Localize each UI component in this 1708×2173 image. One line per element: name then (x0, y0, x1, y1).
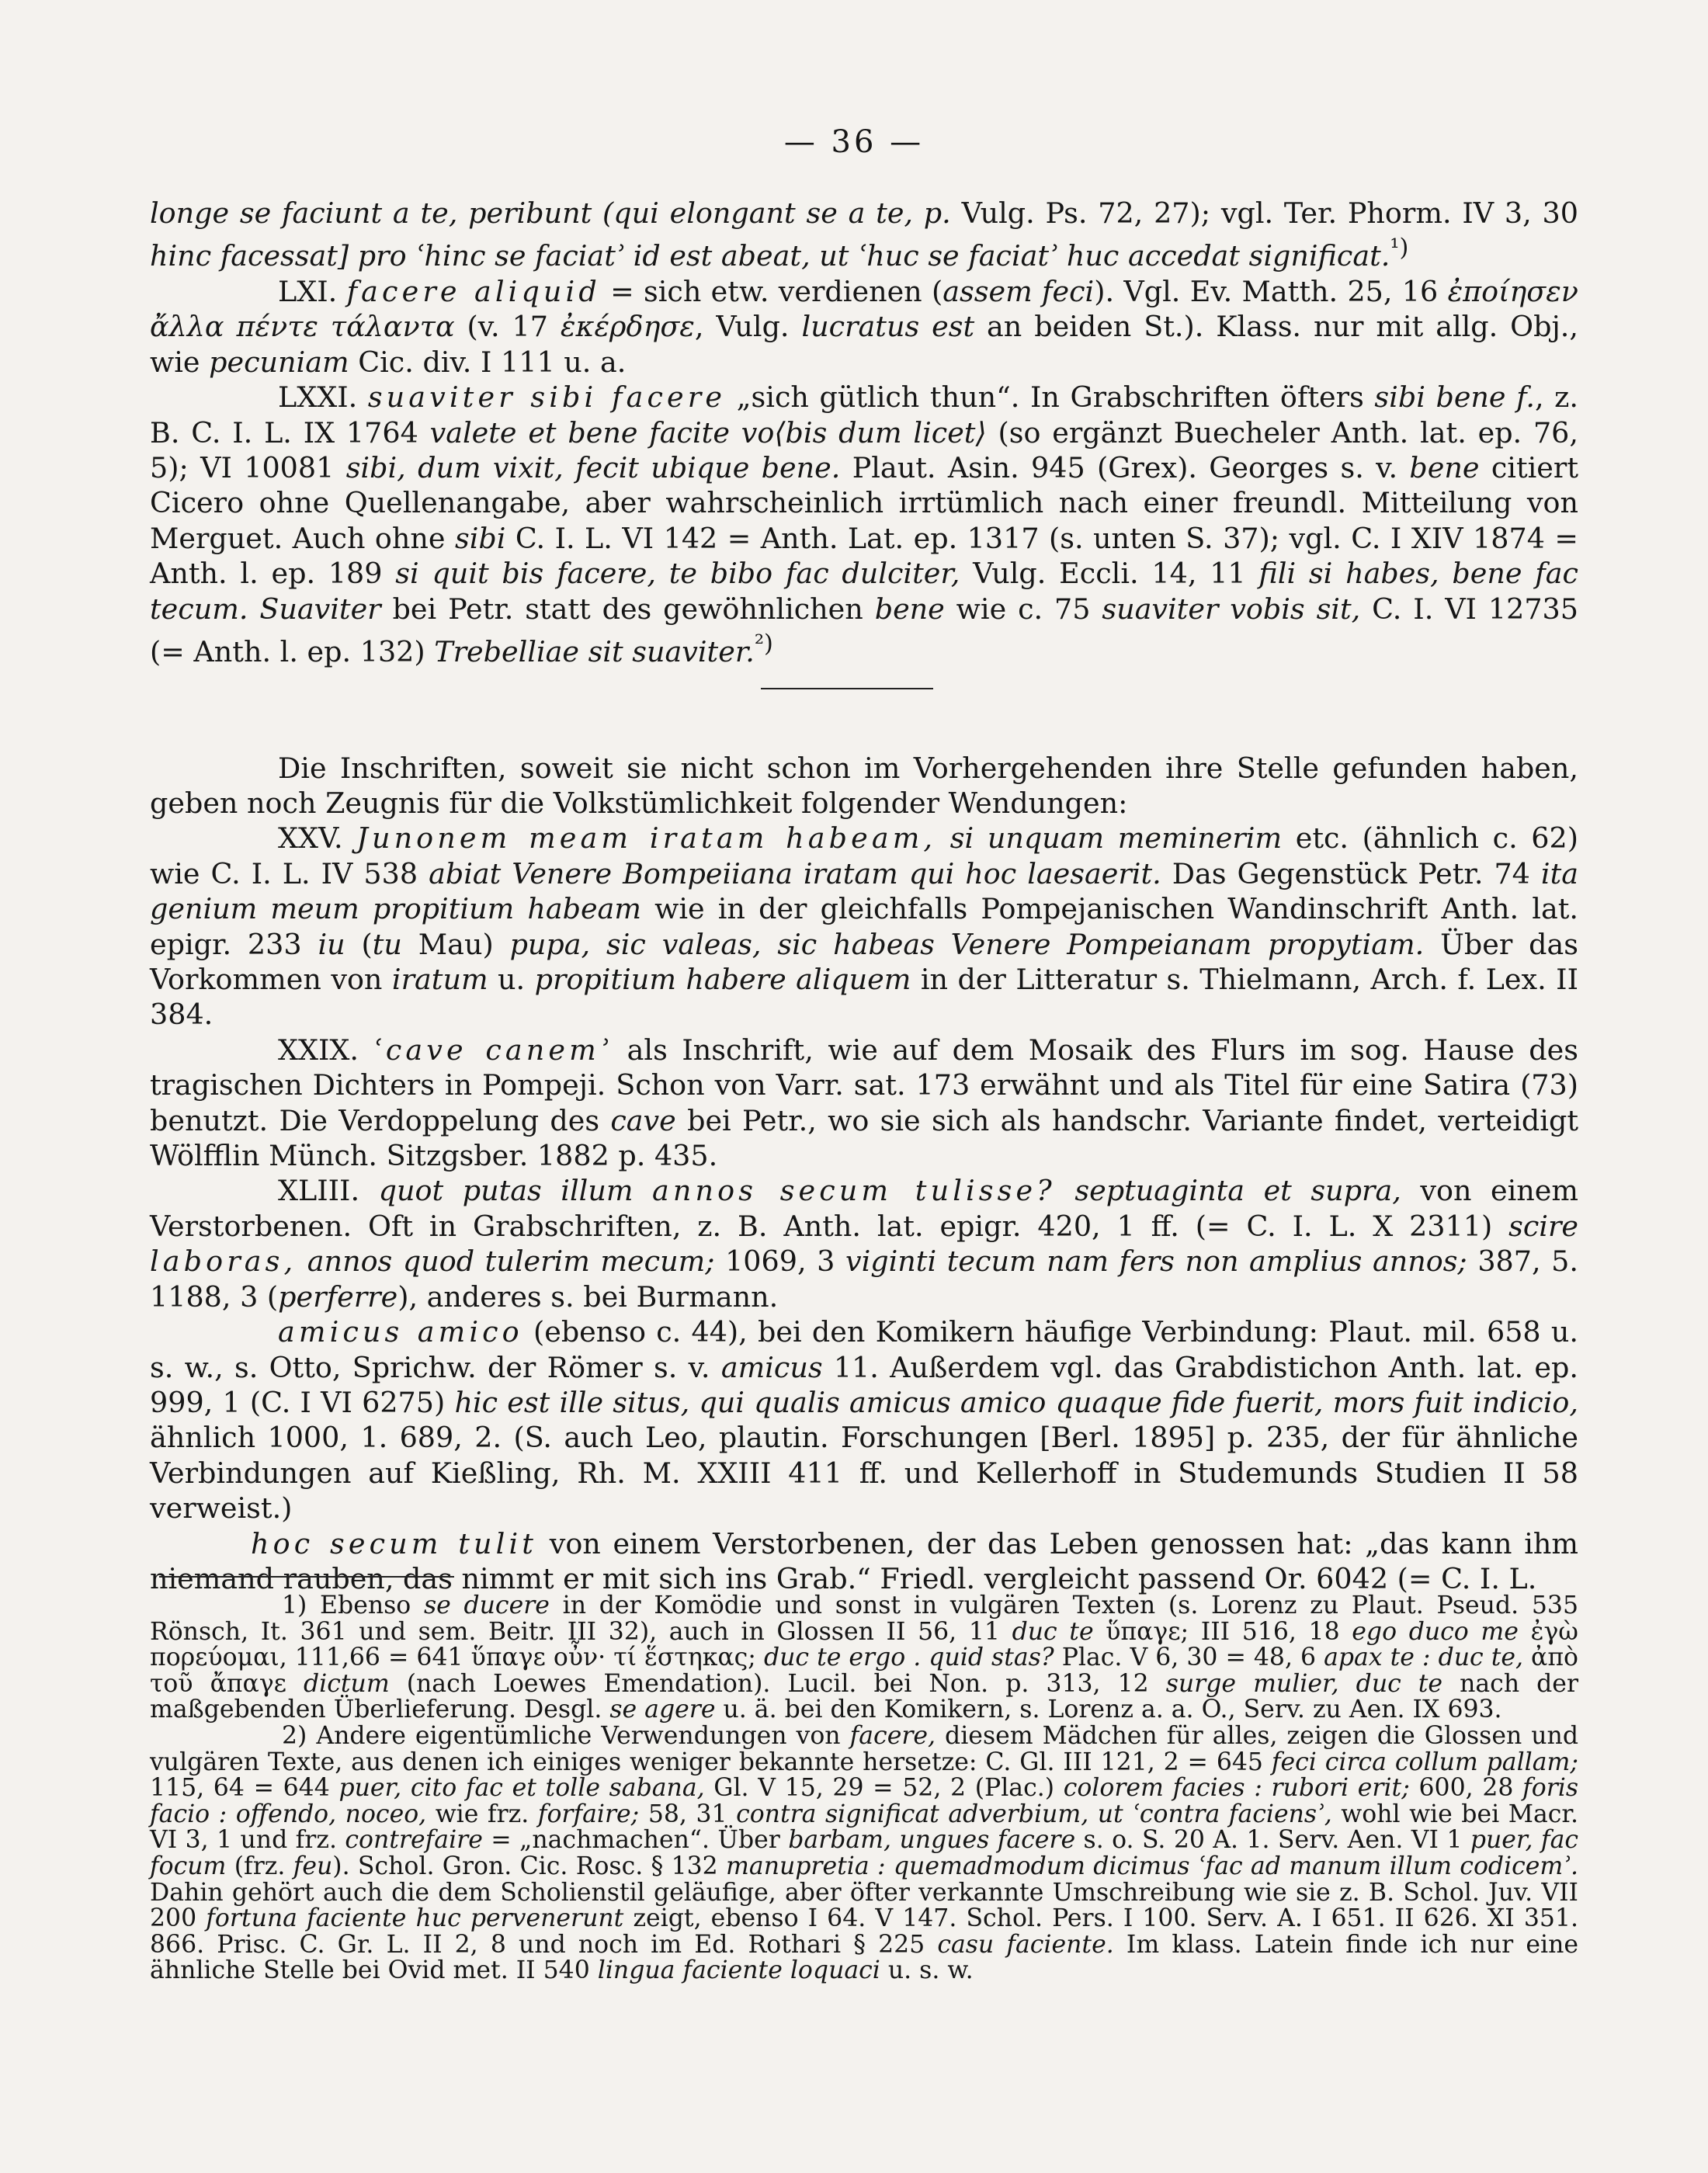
text-span: surge mulier, duc te (1165, 1669, 1443, 1698)
text-span: u. (488, 963, 535, 997)
text-span: ὕπαγε; III 516, 18 (1093, 1617, 1352, 1646)
text-span: , Vulg. (694, 310, 802, 344)
text-span: si unquam meminerim (949, 821, 1283, 856)
text-span: C. I. L. VI 142 = Anth. Lat. ep. 1317 (s. unten S. 37); vgl. C. I XIV 1874 = Anth. l. ep. 189 (150, 521, 1578, 591)
text-span: lucratus est (801, 310, 975, 344)
text-span: (ebenso c. 44), bei den Komikern häufige Verbindung: Plaut. mil. 658 u. s. w., s. Otto, Sprichw. der Römer s. v. (150, 1315, 1578, 1384)
text-span: Das Gegenstück Petr. 74 (1161, 856, 1541, 890)
entry-phrase: suaviter sibi facere (367, 380, 727, 415)
footnote-2 (150, 1723, 1578, 1984)
text-span: Über das Vorkommen von (150, 927, 1578, 997)
text-span: in der Komödie und sonst in vulgären Texten (s. Lorenz zu Plaut. Pseud. 535 Rönsch, It. 361 und sem. Beitr. III 32), auch in Glossen II 56, 11 (150, 1592, 1578, 1646)
text-span: wie c. 75 (944, 592, 1102, 626)
text-span: ( (345, 927, 373, 961)
text-span: Plaut. Asin. 945 (Grex). Georges s. v. (840, 451, 1410, 484)
text-span: scire (1508, 1209, 1578, 1243)
page-number: — 36 — (783, 124, 925, 160)
text-span: lingua faciente loquaci (597, 1956, 880, 1985)
text-span: etc. (ähnlich c. 62) wie C. I. L. IV 538 (150, 821, 1578, 890)
text-span: se ducere (423, 1592, 550, 1619)
text-span (297, 1244, 307, 1278)
text-span: 1) Ebenso (282, 1592, 424, 1619)
text-span: abiat Venere Bompeiiana iratam qui hoc laesaerit. (429, 856, 1161, 890)
text-span: wie frz. (426, 1800, 538, 1828)
text-span: 2) Andere eigentümliche Verwendungen von (282, 1721, 850, 1750)
entry-phrase: hoc secum tulit (251, 1526, 538, 1560)
text-span: wohl wie bei Macr. VI 3, 1 und frz. (150, 1800, 1578, 1855)
text-span: Cic. div. I 111 u. a. (349, 345, 627, 379)
text-span: ). Schol. Gron. Cic. Rosc. § 132 (332, 1852, 727, 1880)
text-span: barbam, ungues facere (788, 1826, 1076, 1855)
text-span: diesem Mädchen für alles, zeigen die Glossen und vulgären Texte, aus denen ich einiges weniger bekannte hersetze: C. Gl. III 121, 2 = 645 (150, 1721, 1578, 1776)
text-span: iu (318, 927, 345, 961)
text-span: suaviter vobis sit, (1102, 592, 1361, 626)
text-span: 11. Außerdem vgl. das Grabdistichon Anth. lat. ep. 999, 1 (C. I VI 6275) (150, 1350, 1578, 1419)
text-span: als Inschrift, wie auf dem Mosaik des Flurs im sog. Hause des tragischen Dichters in Pompeji. Schon von Varr. sat. 173 erwähnt und als Titel für eine Satira (73) benutzt. Die Verdoppelung des (150, 1033, 1578, 1137)
entry-number: XXIX. (278, 1033, 373, 1067)
main-text (150, 196, 1578, 1596)
text-span: ähnlich 1000, 1. 689, 2. (S. auch Leo, plautin. Forschungen [Berl. 1895] p. 235, der für ähnliche Verbindungen auf Kießling, Rh. M. XXIII 411 ff. und Kellerhoff in Studemunds Studien II 58 verweist.) (150, 1421, 1578, 1526)
text-span: feci circa collum pallam; (1271, 1748, 1578, 1776)
text-span: 1069, 3 (714, 1244, 845, 1279)
greek-text: ἐκέρδησε (560, 310, 695, 344)
text-span: viginti tecum nam fers non amplius annos; (845, 1244, 1467, 1279)
text-span: Trebelliae sit suaviter. (434, 635, 755, 669)
entry-xxv (150, 821, 1578, 1032)
entry-phrase: amicus amico (278, 1315, 523, 1349)
entry-hoc (150, 1526, 1578, 1597)
text-span: „sich gütlich thun“. In Grabschriften öfters (726, 380, 1375, 415)
text-span: contra significat adverbium, ut ʿcontra faciensʾ, (736, 1800, 1332, 1828)
text-span: sibi, dum vixit, fecit ubique bene. (345, 451, 841, 484)
text-span: colorem facies : rubori erit; (1063, 1774, 1410, 1803)
text-span: bene (874, 592, 945, 626)
text-span: longe se faciunt a te, peribunt (qui elongant se a te, p. (150, 196, 951, 230)
text-span: ). Vgl. Ev. Matth. 25, 16 (1094, 274, 1448, 308)
text-span: bene (1409, 451, 1480, 484)
text-span: C. I. VI 12735 (= Anth. l. ep. 132) (150, 592, 1578, 669)
text-span: bei Petr., wo sie sich als handschr. Variante findet, verteidigt Wölfflin Münch. Sitzgsber. 1882 p. 435. (150, 1103, 1578, 1173)
entry-phrase: ʿcave canemʾ (373, 1033, 613, 1067)
text-span: contrefaire (345, 1826, 483, 1855)
text-span: zeigt, ebenso I 64. V 147. Schol. Pers. I 100. Serv. A. I 651. II 626. XI 351. 866. Prisc. C. Gr. L. II 2, 8 und noch im Ed. Rothari § 225 (150, 1904, 1579, 1959)
section-divider (761, 688, 933, 689)
text-span: (v. 17 (454, 310, 561, 344)
entry-number: LXXI. (278, 380, 368, 415)
entry-number: LXI. (278, 274, 347, 308)
text-span: Mau) (401, 927, 510, 961)
text-span: von einem Verstorbenen. Oft in Grabschriften, z. B. Anth. lat. epigr. 420, 1 ff. (= C. I. L. X 2311) (150, 1174, 1579, 1243)
text-span: dictum (304, 1669, 390, 1698)
text-span: Plac. V 6, 30 = 48, 6 (1054, 1644, 1324, 1672)
entry-phrase: annos secum tulisse? (652, 1174, 1056, 1208)
text-span: perferre (278, 1279, 398, 1314)
text-span: forfaire; (537, 1800, 640, 1828)
text-span: (frz. (226, 1852, 293, 1880)
text-span (1056, 1174, 1075, 1207)
text-span: apax te : duc te, (1324, 1644, 1524, 1672)
text-span: sibi bene f. (1374, 380, 1535, 415)
text-span: pecuniam (209, 345, 349, 379)
text-span: fortuna faciente huc pervenerunt (206, 1904, 624, 1933)
text-span: Im klass. Latein finde ich nur eine ähnliche Stelle bei Ovid met. II 540 (150, 1930, 1578, 1985)
text-span: se agere (609, 1696, 716, 1724)
text-span: u. s. w. (880, 1956, 974, 1985)
text-span: sibi (454, 521, 506, 555)
entry-xxix (150, 1033, 1578, 1174)
text-span: septuaginta et supra, (1074, 1174, 1401, 1208)
text-span: duc te (1012, 1617, 1094, 1646)
text-span: assem feci (943, 274, 1095, 308)
text-span: valete et bene facite vo⟨bis dum licet⟩ (429, 415, 987, 450)
text-span: = „nachmachen“. Über (482, 1826, 789, 1855)
text-span: puer, cito fac et tolle sabana, (338, 1774, 705, 1803)
text-span: ita genium meum propitium habeam (150, 856, 1578, 926)
text-span: , z. B. C. I. L. IX 1764 (150, 380, 1578, 450)
text-span: casu faciente. (937, 1930, 1114, 1959)
entry-xliii (150, 1173, 1578, 1314)
text-span: (so ergänzt Buecheler Anth. lat. ep. 76, 5); VI 10081 (150, 415, 1579, 484)
text-span: 600, 28 (1409, 1774, 1523, 1803)
text-span: manupretia : quemadmodum dicimus ʿfac ad manum illum codicemʾ. (726, 1852, 1578, 1880)
footnote-ref-2: ²) (754, 630, 773, 658)
text-span: = sich etw. verdienen ( (600, 274, 943, 308)
text-span: hic est ille situs, qui qualis amicus amico quaque fide fuerit, mors fuit indicio, (454, 1385, 1578, 1419)
text-span: bei Petr. statt des gewöhnlichen (380, 592, 875, 626)
text-span: propitium habere aliquem (534, 963, 911, 997)
entry-phrase: Junonem meam iratam habeam, (356, 821, 937, 856)
entry-lxi (150, 274, 1578, 380)
text-span: 58, 31 (639, 1800, 737, 1828)
text-span: si quit bis facere, te bibo fac dulciter, (395, 557, 960, 591)
text-span: annos quod tulerim mecum; (307, 1244, 715, 1279)
text-span: tu (372, 927, 402, 961)
text-span: 387, 5. 1188, 3 ( (150, 1244, 1578, 1314)
text-span: (nach Loewes Emendation). Lucil. bei Non. p. 313, 12 (389, 1669, 1166, 1698)
text-span: Vulg. Ps. 72, 27); vgl. Ter. Phorm. IV 3, 30 (950, 196, 1578, 230)
text-span: citiert Cicero ohne Quellenangabe, aber wahrscheinlich irrtümlich nach einer freundl. Mitteilung von Merguet. Auch ohne (150, 451, 1579, 555)
entry-number: XLIII. (278, 1174, 379, 1208)
text-span: pupa, sic valeas, sic habeas Venere Pompeianam propytiam. (509, 927, 1425, 961)
text-span: 115, 64 = 644 (150, 1774, 339, 1803)
footnote-1 (150, 1593, 1578, 1723)
footnotes (150, 1593, 1578, 1984)
text-span (936, 821, 950, 855)
text-span: puer, fac focum (150, 1826, 1579, 1880)
text-span: quot putas illum (378, 1174, 652, 1208)
text-span: duc te ergo . quid stas? (763, 1644, 1054, 1672)
text-span: laboras, (150, 1244, 297, 1279)
text-span: fili si habes, bene fac tecum. Suaviter (150, 557, 1578, 626)
text-span: in der Litteratur s. Thielmann, Arch. f. Lex. II 384. (150, 963, 1578, 1032)
intro-paragraph: Die Inschriften, soweit sie nicht schon im Vorhergehenden ihre Stelle gefunden haben, geben noch Zeugnis für die Volkstümlichkeit folgender Wendungen: (150, 751, 1578, 820)
text-span: wie in der gleichfalls Pompejanischen Wandinschrift Anth. lat. epigr. 233 (150, 892, 1578, 961)
greek-text: ἐποίησεν ἄλλα πέντε τάλαντα (150, 274, 1578, 344)
entry-amicus (150, 1314, 1578, 1526)
text-span: feu (293, 1852, 333, 1880)
text-span: facere, (849, 1721, 936, 1750)
footnote-ref-1: ¹) (1390, 234, 1409, 262)
text-span: Vulg. Eccli. 14, 11 (960, 557, 1259, 591)
text-span: ego duco me (1352, 1617, 1519, 1646)
entry-phrase: facere aliquid (346, 274, 601, 308)
text-span: s. o. S. 20 A. 1. Serv. Aen. VI 1 (1075, 1826, 1470, 1855)
text-span: amicus (720, 1350, 823, 1384)
paragraph-continuation (150, 196, 1578, 274)
text-span: ἐγὼ πορεύομαι, 111,66 = 641 ὕπαγε οὖν· τί ἕστηκας; (150, 1617, 1578, 1672)
text-span: Gl. V 15, 29 = 52, 2 (Plac.) (704, 1774, 1064, 1803)
text-span: foris facio : offendo, noceo, (150, 1774, 1578, 1828)
text-span: Dahin gehört auch die dem Scholienstil geläufige, aber öfter verkannte Umschreibung wie sie z. B. Schol. Juv. VII 200 (150, 1878, 1578, 1933)
text-span: cave (610, 1103, 676, 1137)
text-span: ἀπὸ τοῦ ἄπαγε (150, 1644, 1578, 1698)
text-span: u. ä. bei den Komikern, s. Lorenz a. a. O., Serv. zu Aen. IX 693. (715, 1696, 1502, 1724)
entry-number: XXV. (278, 821, 357, 856)
text-span: iratum (391, 963, 488, 997)
entry-lxxi (150, 380, 1578, 669)
footnote-divider (159, 1576, 454, 1578)
text-span: hinc facessat] pro ʿhinc se faciatʾ id est abeat, ut ʿhuc se faciatʾ huc accedat significat. (150, 239, 1390, 273)
text-span: ), anderes s. bei Burmann. (397, 1279, 779, 1314)
text-span: nach der maßgebenden Überlieferung. Desgl. (150, 1669, 1578, 1724)
text-span: an beiden St.). Klass. nur mit allg. Obj., wie (150, 310, 1578, 379)
text-span: von einem Verstorbenen, der das Leben genossen hat: „das kann ihm niemand rauben, das nimmt er mit sich ins Grab.“ Friedl. vergleicht passend Or. 6042 (= C. I. L. (150, 1526, 1578, 1595)
